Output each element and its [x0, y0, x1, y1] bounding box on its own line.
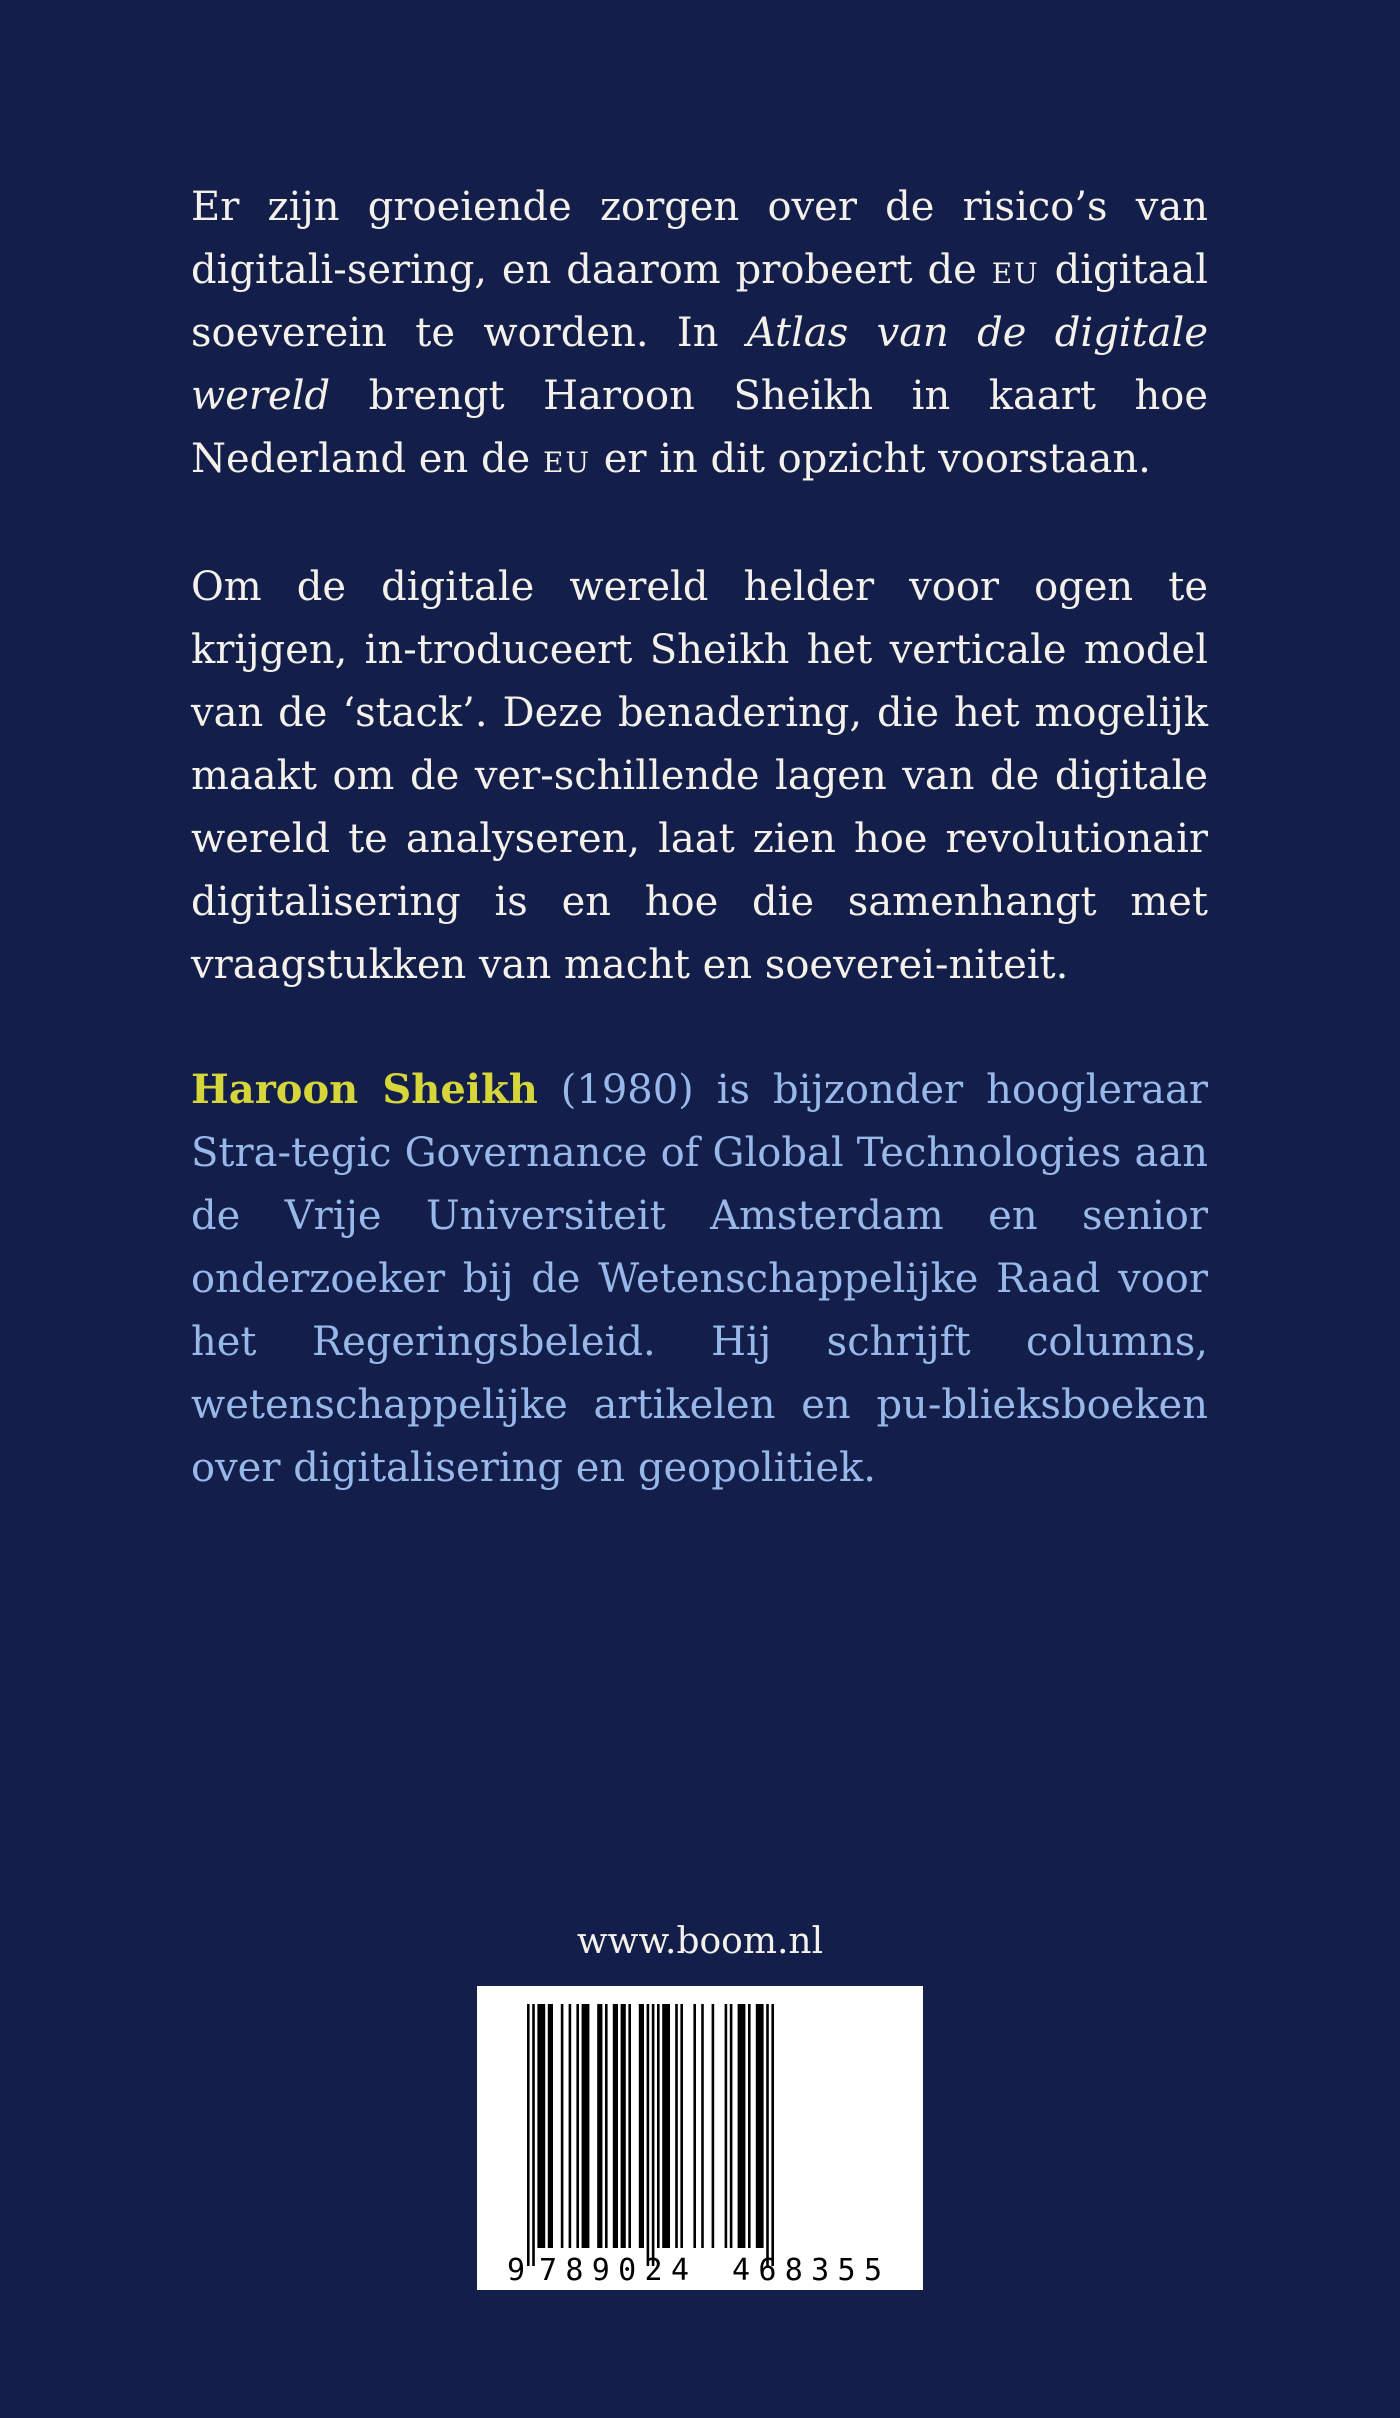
author-bio-text: (1980) is bijzonder hoogleraar Stra-tegic Governance of Global Technologies aan de Vrije Universiteit Amsterdam en senior onderzoeker bij de Wetenschappelijke Raad voor het Regeringsbeleid. Hij schrijft columns, wetenschappelijke artikelen en pu-blieksboeken over digitalisering en geopolitiek. — [191, 1067, 1209, 1491]
barcode-bar — [712, 2004, 715, 2248]
barcode-bar — [701, 2004, 704, 2248]
barcode-bar — [548, 2004, 553, 2248]
barcode-bar — [693, 2004, 696, 2248]
barcode-digits-right: 468355 — [732, 2253, 882, 2288]
barcode-bar — [613, 2004, 618, 2248]
barcode-bar — [725, 2004, 728, 2248]
blurb-text: digitaal soeverein te worden. In — [191, 247, 1209, 356]
barcode-bars — [527, 2004, 774, 2266]
barcode-graphic — [477, 1986, 923, 2290]
barcode-digits-left: 789024 — [539, 2253, 689, 2288]
barcode-bar — [639, 2004, 644, 2248]
blurb-paragraph-2: Om de digitale wereld helder voor ogen te krijgen, in-troduceert Sheikh het verticale model van de ‘stack’. Deze benadering, die het mogelijk maakt om de ver-schillende lagen van de digitale wereld te analyseren, laat zien hoe revolutionair digitalisering is en hoe die samenhangt met vraagstukken van macht en soeverei-niteit. — [191, 564, 1208, 988]
barcode-guard-bar — [647, 2004, 650, 2266]
barcode-guard-bar — [652, 2004, 655, 2266]
barcode-bar — [675, 2004, 678, 2248]
barcode-bar — [569, 2004, 572, 2248]
barcode-guard-bar — [771, 2004, 774, 2266]
barcode-bar — [738, 2004, 746, 2248]
blurb-paragraph-1 — [191, 176, 1208, 491]
barcode-bar — [662, 2004, 670, 2248]
barcode-guard-bar — [766, 2004, 769, 2266]
barcode-bar — [597, 2004, 602, 2248]
blurb-text: Er zijn groeiende zorgen over de risico’s van digitali-sering, en daarom probeert de — [191, 184, 1208, 293]
book-title: Atlas van de digitale wereld — [191, 310, 1208, 419]
barcode-bar — [748, 2004, 751, 2248]
barcode-bar — [605, 2004, 608, 2248]
barcode-bar — [657, 2004, 660, 2248]
barcode-digit-first: 9 — [507, 2253, 526, 2288]
barcode-bar — [576, 2004, 579, 2248]
publisher-website: www.boom.nl — [576, 1921, 824, 1962]
barcode-bar — [561, 2004, 564, 2248]
barcode-bar — [756, 2004, 764, 2248]
author-bio — [191, 1058, 1208, 1500]
barcode — [477, 1986, 923, 2290]
blurb-text: brengt Haroon Sheikh in kaart hoe Nederland en de — [191, 373, 1208, 482]
barcode-guard-bar — [527, 2004, 530, 2266]
barcode-bar — [537, 2004, 545, 2248]
barcode-bar — [730, 2004, 733, 2248]
barcode-bar — [680, 2004, 683, 2248]
eu-abbreviation: eu — [991, 247, 1040, 293]
barcode-bar — [582, 2004, 590, 2248]
barcode-bar — [621, 2004, 626, 2248]
barcode-guard-bar — [532, 2004, 535, 2266]
blurb-text: er in dit opzicht voorstaan. — [590, 436, 1151, 482]
barcode-bar — [628, 2004, 631, 2248]
eu-abbreviation: eu — [542, 436, 591, 482]
author-name: Haroon Sheikh — [191, 1066, 538, 1113]
